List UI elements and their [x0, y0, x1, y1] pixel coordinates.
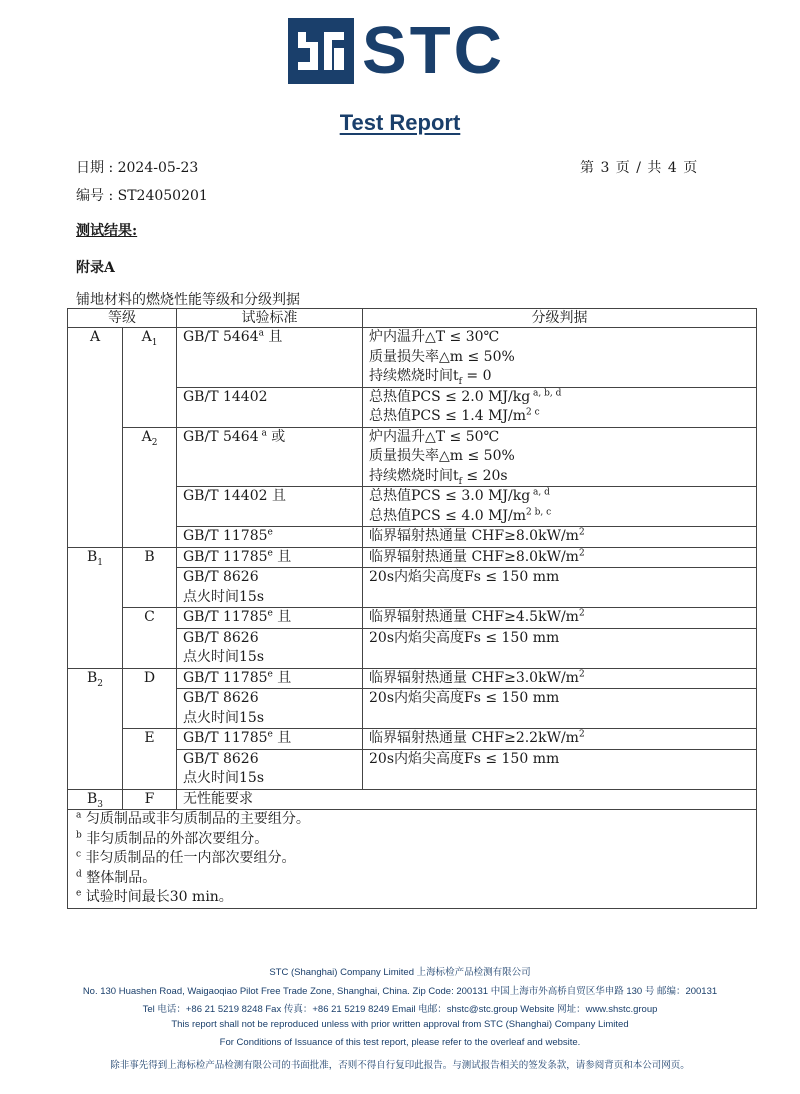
- standard-cell: GB/T 8626 点火时间15s: [177, 749, 363, 789]
- standard-cell: GB/T 11785e 且: [177, 668, 363, 689]
- header-grade: 等级: [68, 309, 177, 328]
- subgrade-cell: D: [123, 668, 177, 729]
- table-notes: [68, 810, 757, 909]
- section-title: 测试结果:: [76, 223, 138, 239]
- table-row: [68, 427, 757, 487]
- footer-company: STC (Shanghai) Company Limited 上海标检产品检测有限公司: [269, 967, 531, 978]
- standard-cell: GB/T 8626 点火时间15s: [177, 568, 363, 608]
- note-item: $^e$ 试验时间最长30 min。: [76, 888, 233, 905]
- table-caption: 铺地材料的燃烧性能等级和分级判据: [76, 292, 300, 308]
- subgrade-cell: C: [123, 608, 177, 669]
- table-row: [68, 668, 757, 689]
- table-row: [68, 789, 757, 810]
- subgrade-cell: E: [123, 729, 177, 790]
- subgrade-cell: $A_1$: [123, 328, 177, 428]
- criteria-cell: 炉内温升△T ≤ 30℃ 质量损失率△m ≤ 50% 持续燃烧时间$t_f = 0$: [363, 328, 757, 388]
- subgrade-cell: $A_2$: [123, 427, 177, 547]
- logo-text: STC: [362, 13, 505, 88]
- report-number: 编号 : ST24050201: [76, 188, 208, 204]
- standard-cell: GB/T 11785e 且: [177, 608, 363, 629]
- criteria-cell: 20s内焰尖高度Fs ≤ 150 mm: [363, 749, 757, 789]
- table-notes-row: [68, 810, 757, 909]
- standard-cell: GB/T 14402: [177, 387, 363, 427]
- criteria-cell: 临界辐射热通量 $CHF\ge 4.5kW/m^2$: [363, 608, 757, 629]
- report-date: 日期 : 2024-05-23: [76, 160, 199, 176]
- note-item: $^a$ 匀质制品或非匀质制品的主要组分。: [76, 810, 310, 827]
- grade-cell: A: [68, 328, 123, 548]
- header-standard: 试验标准: [177, 309, 363, 328]
- standard-cell: GB/T 8626 点火时间15s: [177, 628, 363, 668]
- report-title: Test Report: [339, 110, 461, 135]
- page-indicator: 第 3 页 / 共 4 页: [580, 160, 699, 176]
- standard-cell: GB/T 11785e 且: [177, 729, 363, 750]
- grade-cell: $B_3$: [68, 789, 123, 810]
- standard-cell: GB/T 11785e 且: [177, 547, 363, 568]
- criteria-cell: 总热值PCS ≤ 3.0 MJ/kg $^{a, d}$ 总热值PCS ≤ 4.0 $MJ/m^{2 b, c}$: [363, 487, 757, 527]
- criteria-cell: 临界辐射热通量 $CHF\ge 3.0kW/m^2$: [363, 668, 757, 689]
- subgrade-cell: F: [123, 789, 177, 810]
- standard-cell: 无性能要求: [177, 789, 757, 810]
- subgrade-cell: B: [123, 547, 177, 608]
- footer-contact: Tel 电话：+86 21 5219 8248 Fax 传真：+86 21 5219 8249 Email 电邮：shstc@stc.group Website 网址：www.shstc.group: [142, 1004, 658, 1015]
- criteria-cell: 总热值PCS ≤ 2.0 MJ/kg $^{a, b, d}$ 总热值PCS ≤ 1.4 $MJ/m^{2 c}$: [363, 387, 757, 427]
- table-row: [68, 608, 757, 629]
- grade-cell: $B_2$: [68, 668, 123, 789]
- table-row: [68, 547, 757, 568]
- footer-notice: This report shall not be reproduced unless with prior written approval from STC (Shanghai) Company Limited: [171, 1019, 629, 1030]
- footer-address: No. 130 Huashen Road, Waigaoqiao Pilot Free Trade Zone, Shanghai, China. Zip Code: 200131 中国上海市外高桥自贸区华申路 130 号 邮编：200131: [82, 986, 718, 997]
- standard-cell: GB/T 8626 点火时间15s: [177, 689, 363, 729]
- criteria-cell: 临界辐射热通量 $CHF\ge 8.0kW/m^2$: [363, 527, 757, 548]
- table-row: [68, 328, 757, 388]
- standard-cell: GB/T 11785e: [177, 527, 363, 548]
- note-item: $^d$ 整体制品。: [76, 868, 157, 886]
- standard-cell: GB/T 5464 $^a$ 或: [177, 427, 363, 487]
- appendix-title: 附录A: [76, 260, 115, 276]
- note-item: $^c$ 非匀质制品的任一内部次要组分。: [76, 849, 296, 866]
- criteria-cell: 临界辐射热通量 $CHF\ge 8.0kW/m^2$: [363, 547, 757, 568]
- criteria-cell: 炉内温升△T ≤ 50℃ 质量损失率△m ≤ 50% 持续燃烧时间$t_f \le 20s$: [363, 427, 757, 487]
- table-header-row: [68, 309, 757, 328]
- criteria-cell: 20s内焰尖高度Fs ≤ 150 mm: [363, 689, 757, 729]
- standard-cell: GB/T 14402 且: [177, 487, 363, 527]
- footer-conditions: For Conditions of Issuance of this test report, please refer to the overleaf and website.: [219, 1037, 581, 1048]
- company-logo: [288, 13, 528, 88]
- criteria-cell: 临界辐射热通量 $CHF\ge 2.2kW/m^2$: [363, 729, 757, 750]
- standard-cell: GB/T 5464$^a$ 且: [177, 328, 363, 388]
- header-criteria: 分级判据: [363, 309, 757, 328]
- criteria-cell: 20s内焰尖高度Fs ≤ 150 mm: [363, 628, 757, 668]
- note-item: $^b$ 非匀质制品的外部次要组分。: [76, 829, 269, 847]
- footer-notice-cn: 除非事先得到上海标检产品检测有限公司的书面批准，否则不得自行复印此报告。与测试报告相关的签发条款，请参阅背页和本公司网页。: [110, 1060, 690, 1071]
- table-row: [68, 729, 757, 750]
- criteria-cell: 20s内焰尖高度Fs ≤ 150 mm: [363, 568, 757, 608]
- logo-mark: [288, 18, 354, 84]
- grade-cell: $B_1$: [68, 547, 123, 668]
- classification-table: [67, 308, 757, 909]
